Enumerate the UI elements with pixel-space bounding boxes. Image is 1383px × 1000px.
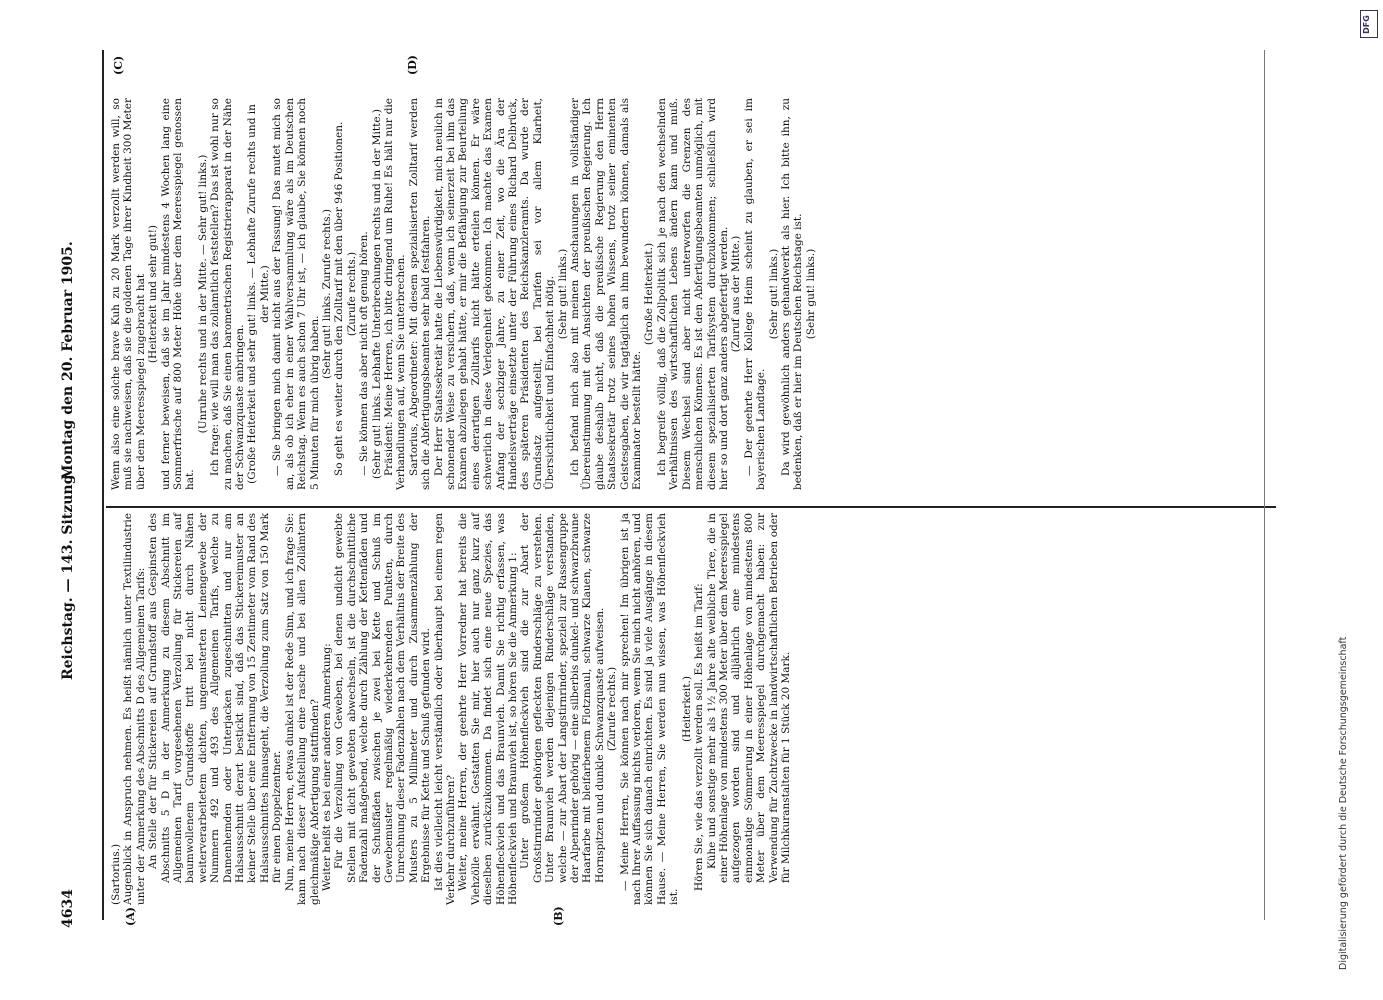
digitization-note — [1336, 10, 1376, 990]
header-right-title: Montag den 20. Februar 1905. — [60, 241, 76, 480]
interjection: (Sehr gut! links.) — [767, 248, 780, 340]
paragraph: Der Herr Staatssekretär hatte die Liebenswürdigkeit, mich neulich in schonender Weise zu versichern, daß, wenn ich seinerzeit bei ihm das Examen abzulegen gehabt hätte, er mir die Befähigung zur Beurteilung eines derartigen Zolltarifs nicht hätte erteilen können. Er wäre schwerlich in diese Verlegenheit gekommen. Ich machte das Examen Anfang der sechziger Jahre, zu einer Zeit, wo die Ära der Handelsverträge einsetzte unter der Führung eines Richard Delbrück, des späteren Präsidenten des Reichskanzleramts. Da wurde der Grundsatz aufgestellt, bei Tarifen sei vor allem Klarheit, Übersichtlichkeit und Einfachheit nötig. — [432, 98, 557, 490]
paragraph: Ich begreife völlig, daß die Zollpolitik sich je nach den wechselnden Verhältnissen des wirtschaftlichen Lebens ändern kann und muß. Diesem Wechsel sind aber nicht unterworfen die Grenzen des menschlichen Könnens. Es ist den Abfertigungsbeamten unmöglich, mit diesem spezialisierten Tarifsystem durchzukommen; schließlich wird hier so und dort ganz anders abgefertigt werden. — [655, 98, 730, 490]
margin-mark-b: (B) — [552, 906, 565, 926]
speaker-tag: (Sartorius.) — [110, 843, 122, 905]
interjection: (Sehr gut! links.) — [804, 248, 817, 340]
interjection: (Heiterkeit und sehr gut!) — [147, 224, 160, 364]
paragraph: Weiter heißt es bei einer anderen Anmerkung: — [320, 643, 333, 891]
paragraph: Augenblick in Anspruch nehmen. Es heißt nämlich unter Textilindustrie unter der Anmerkung des Abschnitts D des Allgemeinen Tarifs: — [122, 513, 147, 905]
interjection: (Sehr gut! links. Lebhafte Unterbrechungen rechts und in der Mitte.) — [370, 109, 383, 479]
header-left-title: Reichstag. — 143. Sitzung. — [60, 469, 76, 680]
interjection: (Große Heiterkeit.) — [643, 242, 656, 346]
tariff-quote: Kühe und sonstige mehr als 1½ Jahre alte weibliche Tiere, die in einer Höhenlage von mindestens 300 Meter über dem Meeresspiegel aufgezogen worden sind und alljährlich eine mindestens einmonatige Sömmerung in einer Höhenlage von mindestens 800 Meter über dem Meeresspiegel durchgemacht haben: zur Verwendung für Zuchtzwecke in landwirtschaftlichen Betrieben oder für Milchkuranstalten für 1 Stück 20 Mark. — [705, 513, 792, 883]
left-column — [110, 513, 792, 905]
paragraph: Ich befand mich also mit meinen Anschauungen in vollständiger Übereinstimmung mit den Ansichten der preußischen Regierung. Ich glaube deshalb nicht, daß die preußische Regierung den Herrn Staatssekretär trotz seines hohen Wissens, trotz seiner eminenten Geistesgaben, die wir tagtäglich an ihm bewundern können, damals als Examinator bestellt hätte. — [569, 98, 644, 490]
paragraph: Wenn also eine solche brave Kuh zu 20 Mark verzollt werden will, so muß sie nachweisen, daß sie die goldenen Tage ihrer Kindheit 300 Meter über dem Meeresspiegel zugebracht hat — [110, 98, 147, 490]
paragraph: Ist dies vielleicht leicht verständlich oder überhaupt bei einem regen Verkehr durchzuführen? — [432, 513, 457, 905]
paragraph: Nun, meine Herren, etwas dunkel ist der Rede Sinn, und ich frage Sie: kann nach dieser Aufstellung eine rasche und bei allen Zollämtern gleichmäßige Abfertigung stattfinden? — [283, 513, 321, 905]
paragraph: — Der geehrte Herr Kollege Heim scheint zu glauben, er sei im bayerischen Landtage. — [742, 98, 768, 490]
paragraph: — Sie können das aber nicht oft genug hören. — [358, 231, 371, 476]
interjection: (Heiterkeit.) — [680, 676, 693, 742]
column-divider — [106, 507, 1276, 509]
paragraph: Ich frage: wie will man das zollamtlich feststellen? Das ist wohl nur so zu machen, daß Sie einen barometrischen Registrierapparat in der Nähe der Schwanzquaste anbringen. — [209, 98, 247, 490]
interjection: (Sehr gut! links. Zurufe rechts.) — [320, 209, 333, 379]
interjection: (Zurufe rechts.) — [606, 666, 619, 752]
tariff-quote: Unter großem Höhenfleckvieh sind die zur Abart der Großstirnrinder gehörigen gefleckten Rinderschläge zu verstehen. Unter Braunvieh werden diejenigen Rinderschläge verstanden, welche — zur Abart der Langstirnrinder, speziell zur Rassengruppe der Alpenrinder gehörig — eine silberbis dunkel- und schwarzbraune Haarfarbe mit bleifarbenem Flotzmaul, schwarze Klauen, schwarze Hornspitzen und dunkle Schwanzquaste aufweisen. — [519, 513, 606, 883]
interjection: (Zurufe rechts.) — [345, 251, 358, 337]
president-remark: Präsident: Meine Herren, ich bitte dringend um Ruhe! Es hält nur die Verhandlungen auf, wenn Sie unterbrechen. — [382, 98, 408, 490]
funding-note: Digitalisierung gefördert durch die Deutsche Forschungsgemeinschaft — [1338, 636, 1349, 970]
paragraph: — Sie bringen mich damit nicht aus der Fassung! Das mutet mich so an, als ob ich eher in einer Wahlversammlung wäre als im Deutschen Reichstag. Wenn es auch schon 7 Uhr ist, — ich glaube, Sie können noch 5 Minuten für mich übrig haben. — [271, 98, 321, 490]
interjection: (Sehr gut! links.) — [556, 248, 569, 340]
paragraph: Da wird gewöhnlich anders gehandwerkt als hier. Ich bitte ihn, zu bedenken, daß er hier im Deutschen Reichstage ist. — [779, 98, 805, 490]
tariff-quote: An Stelle der für Stickereien auf Grundstoff aus Gespinsten des Abschnitts 5 D in der Anmerkung zu diesem Abschnitt im Allgemeinen Tarif vorgesehenen Verzollung für Stickereien auf baumwollenem Grundstoffe tritt bei nicht durch Nähen weiterverarbeitetem dichten, ungemusterten Leinengewebe der Nummern 492 und 493 des Allgemeinen Tarifs, welche zu Damenhemden oder Unterjacken zugeschnitten und nur am Halsausschnitt derart bestickt sind, daß das Stickereimuster an keiner Stelle über eine Entfernung von 15 Zentimeter vom Rand des Halsausschnittes hinausgeht, die Verzollung zum Satz von 150 Mark für einen Doppelzentner. — [147, 513, 284, 883]
page-number: 4634 — [60, 889, 76, 928]
margin-mark-d: (D) — [406, 55, 419, 75]
tariff-quote: Für die Verzollung von Geweben, bei denen undicht gewebte Stellen mit dicht gewebten abwechseln, ist die durchschnittliche Fadenzahl maßgebend, welche durch Zählung der Kettenfäden und der Schußfäden zwischen je zwei bei Kette und Schuß im Gewebemuster regelmäßig wiederkehrenden Punkten, durch Umrechnung dieser Fadenzahlen nach dem Verhältnis der Breite des Musters zu 5 Millimeter und durch Zusammenzählung der Ergebnisse für Kette und Schuß gefunden wird. — [333, 513, 433, 883]
margin-mark-c: (C) — [112, 55, 125, 75]
paragraph: und ferner beweisen, daß sie im Jahr mindestens 4 Wochen lang eine Sommerfrische auf 800 Meter Höhe über dem Meeresspiegel genossen hat. — [159, 98, 197, 490]
footer-rule — [1264, 50, 1265, 920]
paragraph: Weiter, meine Herren, der geehrte Herr Vorredner hat bereits die Viehzölle erwähnt. Gestatten Sie mir, hier auch nur ganz kurz auf dieselben zurückzukommen. Da findet sich eine neue Spezies, das Höhenfleckvieh und das Braunvieh. Damit Sie richtig erfassen, was Höhenfleckvieh und Braunvieh ist, so hören Sie die Anmerkung 1: — [457, 513, 519, 905]
paragraph: So geht es weiter durch den Zolltarif mit den über 946 Positionen. — [333, 121, 346, 476]
interjection: (Unruhe rechts und in der Mitte. — Sehr gut! links.) — [196, 154, 209, 434]
interjection: (Zuruf aus der Mitte.) — [730, 235, 743, 353]
dfg-logo: DFG — [1360, 10, 1378, 38]
margin-mark-a: (A) — [124, 907, 137, 926]
paragraph: Hören Sie, wie das verzollt werden soll. Es heißt im Tarif: — [693, 583, 706, 891]
paragraph: — Meine Herren, Sie können nach mir sprechen! Im übrigen ist ja nach Ihrer Auffassung nichts verloren, wenn Sie mich nicht anhören, und können Sie sich danach einrichten. Es sind ja viele Ausgänge in diesem Hause. — Meine Herren, Sie werden nun wissen, was Höhenfleckvieh ist. — [618, 513, 681, 905]
right-column — [110, 98, 817, 490]
header-rule — [102, 50, 104, 920]
interjection: (Große Heiterkeit und sehr gut! links. — Lebhafte Zurufe rechts und in der Mitte.) — [246, 104, 271, 484]
running-header — [60, 0, 100, 1000]
speaker-remark: Sartorius, Abgeordneter: Mit diesem spezialisierten Zolltarif werden sich die Abfertigungsbeamten sehr bald festfahren. — [407, 98, 433, 490]
